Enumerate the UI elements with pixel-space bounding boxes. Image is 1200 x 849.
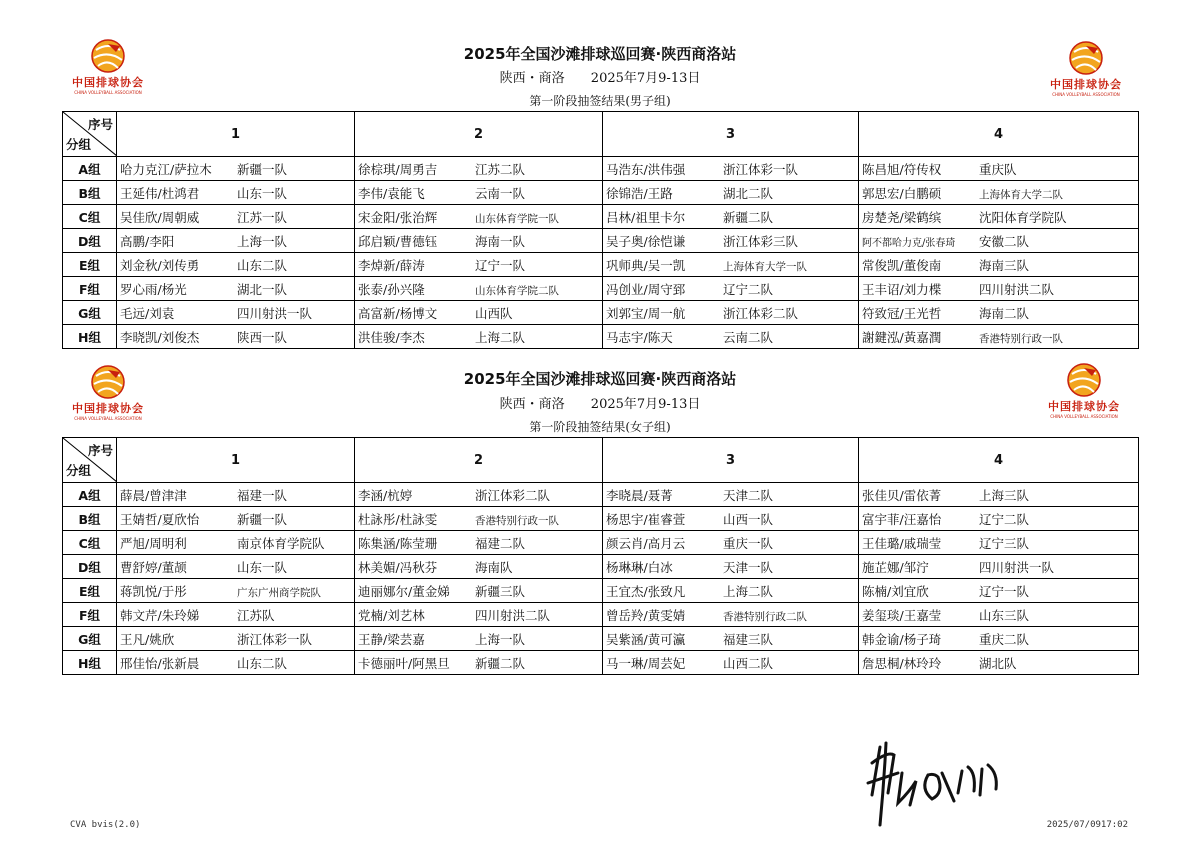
player-pair: 韩金谕/杨子琦 (862, 631, 942, 647)
team-name: 山西二队 (723, 655, 774, 671)
table-row (63, 301, 1139, 325)
draw-cell (859, 579, 1139, 603)
team-name: 上海一队 (237, 233, 288, 249)
player-pair: 卡德丽叶/阿黑旦 (358, 655, 450, 671)
team-name: 山东二队 (237, 257, 288, 273)
team-name: 天津一队 (723, 559, 774, 575)
draw-cell (117, 627, 355, 651)
seed-label: 序号 (87, 117, 113, 132)
team-name: 辽宁一队 (979, 583, 1030, 599)
draw-cell (603, 531, 859, 555)
team-name: 新疆一队 (237, 161, 288, 177)
team-name: 山东体育学院一队 (475, 212, 559, 225)
logo-subtitle: CHINA VOLLEYBALL ASSOCIATION (1052, 92, 1120, 97)
team-name: 香港特别行政一队 (475, 514, 559, 527)
player-pair: 阿不都哈力克/张春琦 (862, 237, 956, 249)
player-pair: 房楚尧/梁鹤缤 (862, 209, 942, 225)
team-name: 浙江体彩二队 (475, 487, 551, 503)
draw-cell (117, 205, 355, 229)
column-header: 2 (355, 438, 603, 483)
group-name: H组 (63, 325, 117, 349)
player-pair: 吴紫涵/黄可瀛 (606, 631, 686, 647)
player-pair: 杨琳琳/白冰 (606, 559, 673, 575)
draw-cell (355, 181, 603, 205)
player-pair: 徐锦浩/王路 (606, 185, 673, 201)
team-name: 辽宁二队 (979, 511, 1030, 527)
draw-cell (603, 205, 859, 229)
player-pair: 吕林/祖里卡尔 (606, 209, 686, 225)
player-pair: 吴子奥/徐恺谦 (606, 233, 686, 249)
draw-cell (355, 627, 603, 651)
player-pair: 施芷娜/邹泞 (862, 559, 929, 575)
team-name: 上海体育大学二队 (979, 188, 1063, 201)
player-pair: 王凡/姚欣 (120, 631, 175, 647)
event-location: 陕西・商洛 (499, 397, 565, 412)
player-pair: 徐棕琪/周勇吉 (358, 161, 438, 177)
team-name: 辽宁一队 (475, 257, 526, 273)
draw-cell (117, 651, 355, 675)
player-pair: 王佳璐/戚瑞莹 (862, 535, 942, 551)
team-name: 山西队 (475, 305, 513, 321)
team-name: 云南一队 (475, 185, 526, 201)
draw-cell (859, 651, 1139, 675)
player-pair: 哈力克江/萨拉木 (120, 161, 212, 177)
draw-cell (117, 483, 355, 507)
draw-cell (355, 325, 603, 349)
team-name: 南京体育学院队 (237, 535, 325, 551)
footer-version: CVA bvis(2.0) (70, 820, 141, 830)
player-pair: 张泰/孙兴隆 (358, 281, 425, 297)
player-pair: 高鹏/李阳 (120, 233, 175, 249)
player-pair: 符致冠/王光哲 (862, 305, 942, 321)
draw-cell (603, 325, 859, 349)
group-name: G组 (63, 627, 117, 651)
team-name: 新疆二队 (723, 209, 774, 225)
draw-table (62, 111, 1139, 349)
player-pair: 李晓凯/刘俊杰 (120, 329, 200, 345)
draw-cell (603, 651, 859, 675)
team-name: 福建二队 (475, 535, 526, 551)
draw-cell (117, 603, 355, 627)
team-name: 新疆二队 (475, 655, 526, 671)
player-pair: 李晓晨/聂菁 (606, 487, 673, 503)
team-name: 香港特别行政一队 (979, 332, 1063, 345)
player-pair: 陈楠/刘宜欣 (862, 583, 929, 599)
team-name: 山西一队 (723, 511, 774, 527)
stage-title: 第一阶段抽签结果(女子组) (529, 420, 671, 434)
group-name: D组 (63, 229, 117, 253)
player-pair: 林美媚/冯秋芬 (358, 559, 438, 575)
player-pair: 陈集涵/陈莹珊 (358, 535, 438, 551)
table-row (63, 579, 1139, 603)
team-name: 云南二队 (723, 329, 774, 345)
event-dates: 2025年7月9-13日 (590, 71, 701, 86)
draw-cell (117, 555, 355, 579)
logo-name: 中国排球协会 (1048, 400, 1120, 413)
player-pair: 王丰诏/刘力楪 (862, 281, 942, 297)
draw-cell (117, 325, 355, 349)
draw-cell (117, 181, 355, 205)
draw-cell (355, 651, 603, 675)
team-name: 新疆三队 (475, 583, 526, 599)
column-header: 1 (117, 112, 355, 157)
draw-cell (355, 277, 603, 301)
group-name: C组 (63, 531, 117, 555)
table-row (63, 277, 1139, 301)
player-pair: 陈昌旭/符传权 (862, 161, 942, 177)
team-name: 上海一队 (475, 631, 526, 647)
group-label: 分组 (66, 137, 92, 152)
player-pair: 高富新/杨博文 (358, 305, 438, 321)
team-name: 广东广州商学院队 (237, 586, 321, 599)
draw-cell (859, 507, 1139, 531)
team-name: 四川射洪二队 (979, 281, 1055, 297)
draw-cell (603, 483, 859, 507)
draw-cell (355, 507, 603, 531)
player-pair: 吴佳欣/周朝威 (120, 209, 200, 225)
draw-cell (117, 277, 355, 301)
team-name: 山东一队 (237, 185, 288, 201)
draw-cell (859, 483, 1139, 507)
draw-cell (859, 253, 1139, 277)
team-name: 四川射洪一队 (237, 305, 313, 321)
logo-name: 中国排球协会 (72, 402, 144, 415)
draw-cell (859, 229, 1139, 253)
player-pair: 马志宇/陈天 (606, 329, 673, 345)
player-pair: 罗心雨/杨光 (120, 281, 187, 297)
player-pair: 邢佳怡/张新晨 (120, 655, 200, 671)
team-name: 四川射洪一队 (979, 559, 1055, 575)
team-name: 江苏二队 (475, 161, 526, 177)
draw-cell (603, 555, 859, 579)
draw-cell (117, 579, 355, 603)
draw-cell (859, 603, 1139, 627)
player-pair: 詹思桐/林玲玲 (862, 655, 942, 671)
team-name: 安徽二队 (979, 233, 1030, 249)
team-name: 湖北二队 (723, 185, 774, 201)
player-pair: 迪丽娜尔/董金娣 (358, 583, 450, 599)
column-header: 2 (355, 112, 603, 157)
table-row (63, 555, 1139, 579)
draw-cell (355, 555, 603, 579)
draw-cell (355, 483, 603, 507)
team-name: 浙江体彩三队 (723, 233, 799, 249)
logo-name: 中国排球协会 (72, 76, 144, 89)
player-pair: 郭思宏/白鹏硕 (862, 185, 942, 201)
team-name: 海南一队 (475, 233, 526, 249)
draw-cell (859, 277, 1139, 301)
draw-cell (603, 229, 859, 253)
table-row (63, 325, 1139, 349)
draw-cell (355, 229, 603, 253)
player-pair: 薛晨/曾津津 (120, 487, 187, 503)
team-name: 湖北队 (979, 655, 1017, 671)
player-pair: 杨思宇/崔睿萱 (606, 511, 686, 527)
draw-cell (117, 531, 355, 555)
team-name: 湖北一队 (237, 281, 288, 297)
draw-cell (859, 181, 1139, 205)
team-name: 上海三队 (979, 487, 1030, 503)
draw-cell (355, 531, 603, 555)
draw-cell (859, 531, 1139, 555)
draw-cell (603, 627, 859, 651)
team-name: 四川射洪二队 (475, 607, 551, 623)
draw-cell (355, 205, 603, 229)
team-name: 重庆二队 (979, 631, 1030, 647)
draw-cell (859, 555, 1139, 579)
event-info (62, 67, 1138, 86)
player-pair: 马浩东/洪伟强 (606, 161, 686, 177)
team-name: 福建三队 (723, 631, 774, 647)
team-name: 上海体育大学一队 (723, 260, 807, 273)
draw-cell (603, 603, 859, 627)
draw-cell (859, 205, 1139, 229)
table-row (63, 603, 1139, 627)
page-title: 2025年全国沙滩排球巡回赛·陕西商洛站 (463, 45, 737, 63)
draw-cell (355, 579, 603, 603)
player-pair: 王延伟/杜鸿君 (120, 185, 200, 201)
team-name: 重庆队 (979, 161, 1017, 177)
table-row (63, 253, 1139, 277)
draw-cell (603, 579, 859, 603)
table-corner (63, 438, 117, 483)
team-name: 浙江体彩一队 (237, 631, 313, 647)
group-name: A组 (63, 483, 117, 507)
draw-cell (859, 627, 1139, 651)
player-pair: 严旭/周明利 (120, 535, 187, 551)
team-name: 香港特别行政二队 (723, 610, 807, 623)
logo-subtitle: CHINA VOLLEYBALL ASSOCIATION (74, 90, 142, 95)
table-row (63, 531, 1139, 555)
player-pair: 马一琳/周芸妃 (606, 655, 686, 671)
team-name: 江苏队 (237, 607, 275, 623)
player-pair: 李伟/袁能飞 (358, 185, 425, 201)
draw-cell (603, 507, 859, 531)
draw-cell (603, 301, 859, 325)
player-pair: 李涵/杭婷 (358, 487, 413, 503)
player-pair: 王宜杰/张致凡 (606, 583, 686, 599)
team-name: 上海二队 (475, 329, 526, 345)
draw-cell (603, 181, 859, 205)
group-name: F组 (63, 603, 117, 627)
draw-cell (355, 253, 603, 277)
player-pair: 冯创业/周守郅 (606, 281, 686, 297)
player-pair: 曾岳羚/黄雯婧 (606, 607, 686, 623)
team-name: 辽宁三队 (979, 535, 1030, 551)
footer-timestamp: 2025/07/0917:02 (1046, 820, 1128, 830)
draw-cell (117, 507, 355, 531)
player-pair: 李焯新/薛涛 (358, 257, 425, 273)
draw-cell (117, 301, 355, 325)
player-pair: 洪佳骏/李杰 (358, 329, 425, 345)
draw-cell (603, 157, 859, 181)
player-pair: 謝鍵泓/黃嘉潤 (862, 329, 942, 345)
group-label: 分组 (66, 463, 92, 478)
team-name: 上海二队 (723, 583, 774, 599)
team-name: 海南三队 (979, 257, 1030, 273)
draw-cell (859, 157, 1139, 181)
team-name: 浙江体彩二队 (723, 305, 799, 321)
player-pair: 刘郭宝/周一航 (606, 305, 686, 321)
column-header: 3 (603, 112, 859, 157)
player-pair: 王婧哲/夏欣怡 (120, 511, 200, 527)
team-name: 海南队 (475, 559, 513, 575)
event-location: 陕西・商洛 (499, 71, 565, 86)
player-pair: 党楠/刘艺林 (358, 607, 425, 623)
table-row (63, 205, 1139, 229)
draw-cell (355, 301, 603, 325)
stage-title: 第一阶段抽签结果(男子组) (529, 94, 671, 108)
player-pair: 刘金秋/刘传勇 (120, 257, 200, 273)
group-name: B组 (63, 507, 117, 531)
event-info (62, 393, 1138, 412)
player-pair: 曹舒婷/董颉 (120, 559, 187, 575)
team-name: 天津二队 (723, 487, 774, 503)
logo-name: 中国排球协会 (1050, 78, 1122, 91)
draw-cell (355, 157, 603, 181)
column-header: 4 (859, 112, 1139, 157)
group-name: G组 (63, 301, 117, 325)
signature (858, 733, 1018, 833)
player-pair: 富宇菲/汪嘉怡 (862, 511, 942, 527)
team-name: 海南二队 (979, 305, 1030, 321)
team-name: 陕西一队 (237, 329, 288, 345)
group-name: A组 (63, 157, 117, 181)
player-pair: 杜詠彤/杜詠雯 (358, 511, 438, 527)
player-pair: 常俊凯/董俊南 (862, 257, 942, 273)
seed-label: 序号 (87, 443, 113, 458)
draw-cell (355, 603, 603, 627)
team-name: 辽宁二队 (723, 281, 774, 297)
group-name: H组 (63, 651, 117, 675)
draw-cell (603, 277, 859, 301)
team-name: 山东二队 (237, 655, 288, 671)
event-dates: 2025年7月9-13日 (590, 397, 701, 412)
column-header: 4 (859, 438, 1139, 483)
team-name: 浙江体彩一队 (723, 161, 799, 177)
group-name: C组 (63, 205, 117, 229)
draw-table (62, 437, 1139, 675)
table-row (63, 181, 1139, 205)
draw-cell (603, 253, 859, 277)
group-name: E组 (63, 579, 117, 603)
team-name: 新疆一队 (237, 511, 288, 527)
column-header: 1 (117, 438, 355, 483)
draw-rows (63, 483, 1139, 675)
table-corner (63, 112, 117, 157)
team-name: 山东体育学院二队 (475, 284, 559, 297)
draw-cell (117, 253, 355, 277)
group-name: E组 (63, 253, 117, 277)
group-name: B组 (63, 181, 117, 205)
player-pair: 张佳贝/雷依菁 (862, 487, 942, 503)
draw-cell (117, 229, 355, 253)
player-pair: 蒋凯悦/于彤 (120, 583, 187, 599)
player-pair: 姜玺琰/王嘉莹 (862, 607, 942, 623)
team-name: 山东一队 (237, 559, 288, 575)
table-row (63, 507, 1139, 531)
logo-subtitle: CHINA VOLLEYBALL ASSOCIATION (1050, 414, 1118, 419)
player-pair: 巩师典/吴一凯 (606, 257, 686, 273)
table-row (63, 229, 1139, 253)
player-pair: 颜云肖/高月云 (606, 535, 686, 551)
player-pair: 宋金阳/张治辉 (358, 209, 438, 225)
team-name: 江苏一队 (237, 209, 288, 225)
player-pair: 韩文芹/朱玲娣 (120, 607, 200, 623)
logo-subtitle: CHINA VOLLEYBALL ASSOCIATION (74, 416, 142, 421)
draw-rows (63, 157, 1139, 349)
draw-cell (859, 325, 1139, 349)
group-name: F组 (63, 277, 117, 301)
player-pair: 邱启颖/曹德钰 (358, 233, 438, 249)
page-title: 2025年全国沙滩排球巡回赛·陕西商洛站 (463, 370, 737, 388)
team-name: 福建一队 (237, 487, 288, 503)
table-row (63, 627, 1139, 651)
team-name: 山东三队 (979, 607, 1030, 623)
group-name: D组 (63, 555, 117, 579)
team-name: 重庆一队 (723, 535, 774, 551)
draw-cell (117, 157, 355, 181)
draw-cell (859, 301, 1139, 325)
table-row (63, 483, 1139, 507)
table-row (63, 651, 1139, 675)
table-row (63, 157, 1139, 181)
column-header: 3 (603, 438, 859, 483)
player-pair: 王静/梁芸嘉 (358, 631, 425, 647)
player-pair: 毛远/刘袁 (120, 305, 175, 321)
team-name: 沈阳体育学院队 (979, 209, 1067, 225)
